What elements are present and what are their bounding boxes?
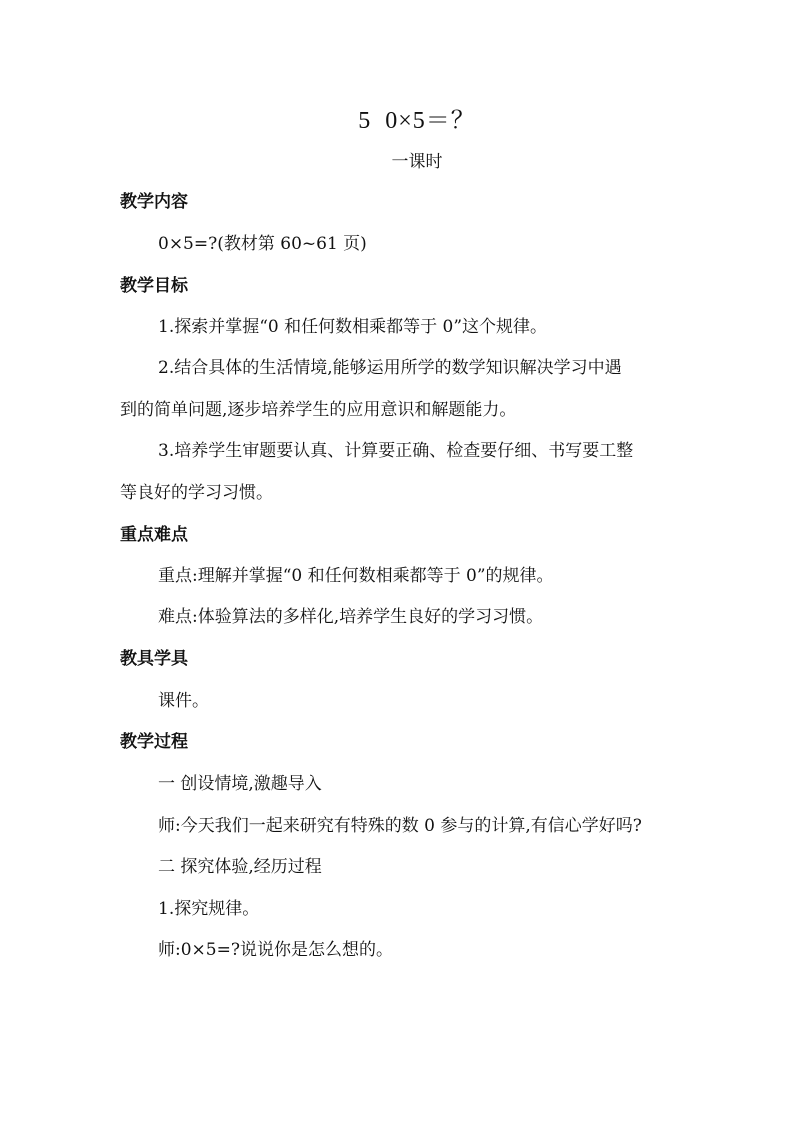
step-1-title: 一 创设情境,激趣导入 <box>158 774 322 794</box>
key-point: 重点:理解并掌握“0 和任何数相乘都等于 0”的规律。 <box>158 566 554 586</box>
tools-text: 课件。 <box>158 691 209 711</box>
step-2-title: 二 探究体验,经历过程 <box>158 857 322 877</box>
goal-2-line-2: 到的简单问题,逐步培养学生的应用意识和解题能力。 <box>120 400 517 420</box>
lesson-subtitle: 一课时 <box>391 152 443 172</box>
step-2-text: 师:0×5=?说说你是怎么想的。 <box>158 940 393 960</box>
heading-process: 教学过程 <box>120 732 188 752</box>
heading-tools: 教具学具 <box>120 649 188 669</box>
goal-3-line-1: 3.培养学生审题要认真、计算要正确、检查要仔细、书写要工整 <box>158 441 634 461</box>
goal-1: 1.探索并掌握“0 和任何数相乘都等于 0”这个规律。 <box>158 317 548 337</box>
content-text: 0×5=?(教材第 60~61 页) <box>158 234 367 254</box>
heading-key-points: 重点难点 <box>120 525 188 545</box>
goal-3-line-2: 等良好的学习习惯。 <box>120 483 273 503</box>
heading-goals: 教学目标 <box>120 276 188 296</box>
step-2-sub-1: 1.探究规律。 <box>158 899 260 919</box>
lesson-expression: 0×5＝？ <box>385 108 476 134</box>
step-1-text: 师:今天我们一起来研究有特殊的数 0 参与的计算,有信心学好吗? <box>158 816 642 836</box>
goal-2-line-1: 2.结合具体的生活情境,能够运用所学的数学知识解决学习中遇 <box>158 358 622 378</box>
hard-point: 难点:体验算法的多样化,培养学生良好的学习习惯。 <box>158 607 544 627</box>
lesson-number: 5 <box>358 108 372 134</box>
heading-content: 教学内容 <box>120 192 188 212</box>
lesson-title <box>0 100 794 135</box>
